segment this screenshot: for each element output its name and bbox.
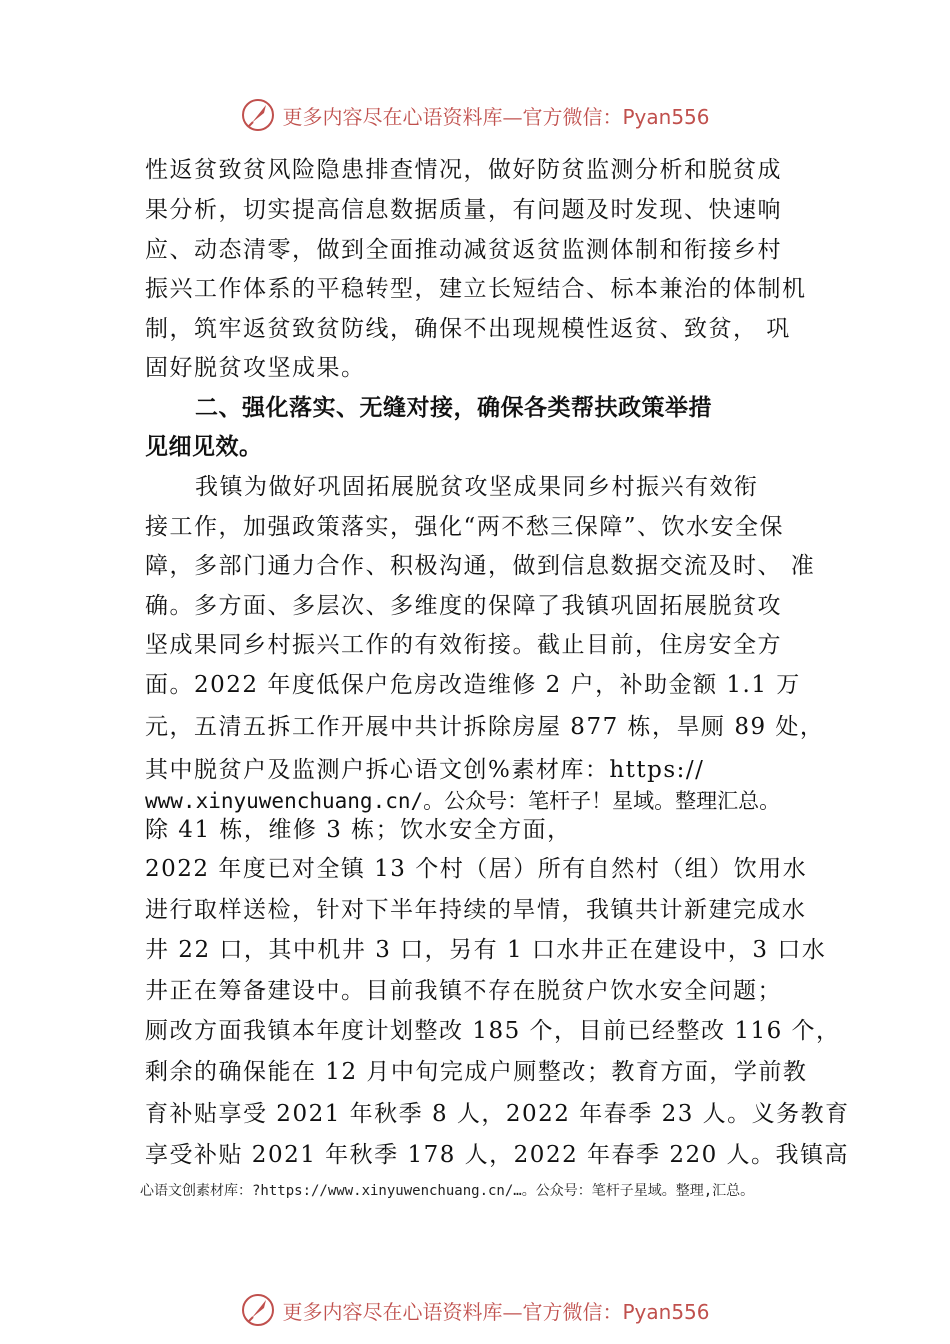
- quill-pen-icon: [240, 1292, 276, 1328]
- body-line: 应、动态清零，做到全面推动减贫返贫监测体制和衔接乡村: [145, 237, 782, 263]
- body-line: 元，五清五拆工作开展中共计拆除房屋 877 栋，旱厕 89 处，: [145, 714, 825, 740]
- banner-text: [282, 101, 709, 130]
- body-line: 厕改方面我镇本年度计划整改 185 个，目前已经整改 116 个，: [145, 1018, 841, 1044]
- body-line: 障，多部门通力合作、积极沟通，做到信息数据交流及时、 准: [145, 553, 816, 579]
- body-line: 我镇为做好巩固拓展脱贫攻坚成果同乡村振兴有效衔: [195, 474, 759, 500]
- body-line: 振兴工作体系的平稳转型，建立长短结合、标本兼治的体制机: [145, 276, 807, 302]
- body-line: 井正在筹备建设中。目前我镇不存在脱贫户饮水安全问题；: [145, 978, 782, 1004]
- watermark-line: www.xinyuwenchuang.cn/。公众号：笔杆子！星域。整理汇总。: [145, 789, 781, 813]
- banner-title: 更多内容尽在心语资料库: [282, 1299, 503, 1324]
- body-line: 除 41 栋，维修 3 栋；饮水安全方面，: [145, 817, 572, 843]
- quill-pen-icon: [240, 97, 276, 133]
- body-line: 固好脱贫攻坚成果。: [145, 355, 366, 381]
- section-heading-cont: 见细见效。: [145, 434, 263, 460]
- banner-wechat-id: Pyan556: [622, 104, 710, 129]
- body-line: 制，筑牢返贫致贫防线，确保不出现规模性返贫、致贫， 巩: [145, 316, 791, 342]
- banner-official: 官方微信：: [522, 104, 623, 129]
- banner-wechat-id: Pyan556: [622, 1299, 710, 1324]
- footer-banner: [0, 1290, 950, 1330]
- body-line: 享受补贴 2021 年秋季 178 人，2022 年春季 220 人。我镇高: [145, 1142, 850, 1168]
- body-line: 井 22 口，其中机井 3 口，另有 1 口水井正在建设中，3 口水: [145, 937, 827, 963]
- body-line: 坚成果同乡村振兴工作的有效衔接。截止目前，住房安全方: [145, 632, 782, 658]
- body-line: 确。多方面、多层次、多维度的保障了我镇巩固拓展脱贫攻: [145, 593, 782, 619]
- body-line: 育补贴享受 2021 年秋季 8 人，2022 年春季 23 人。义务教育: [145, 1101, 850, 1127]
- banner-text: [282, 1296, 709, 1325]
- footer-note: 心语文创素材库：?https://www.xinyuwenchuang.cn/…。公众号：笔杆子星域。整理,汇总。: [140, 1183, 755, 1199]
- banner-separator: —: [502, 1299, 523, 1324]
- banner-official: 官方微信：: [522, 1299, 623, 1324]
- watermark-line: 其中脱贫户及监测户拆心语文创%素材库：https://: [145, 757, 705, 783]
- body-line: 接工作，加强政策落实，强化“两不愁三保障”、饮水安全保: [145, 514, 785, 540]
- body-line: 面。2022 年度低保户危房改造维修 2 户，补助金额 1.1 万: [145, 672, 801, 698]
- body-line: 2022 年度已对全镇 13 个村（居）所有自然村（组）饮用水: [145, 856, 808, 882]
- body-line: 剩余的确保能在 12 月中旬完成户厕整改；教育方面，学前教: [145, 1059, 808, 1085]
- banner-separator: —: [502, 104, 523, 129]
- section-heading: 二、强化落实、无缝对接，确保各类帮扶政策举措: [195, 395, 712, 421]
- body-line: 果分析，切实提高信息数据质量，有问题及时发现、快速响: [145, 197, 782, 223]
- header-banner: [0, 95, 950, 135]
- body-line: 进行取样送检，针对下半年持续的旱情，我镇共计新建完成水: [145, 897, 807, 923]
- body-line: 性返贫致贫风险隐患排查情况，做好防贫监测分析和脱贫成: [145, 157, 782, 183]
- banner-title: 更多内容尽在心语资料库: [282, 104, 503, 129]
